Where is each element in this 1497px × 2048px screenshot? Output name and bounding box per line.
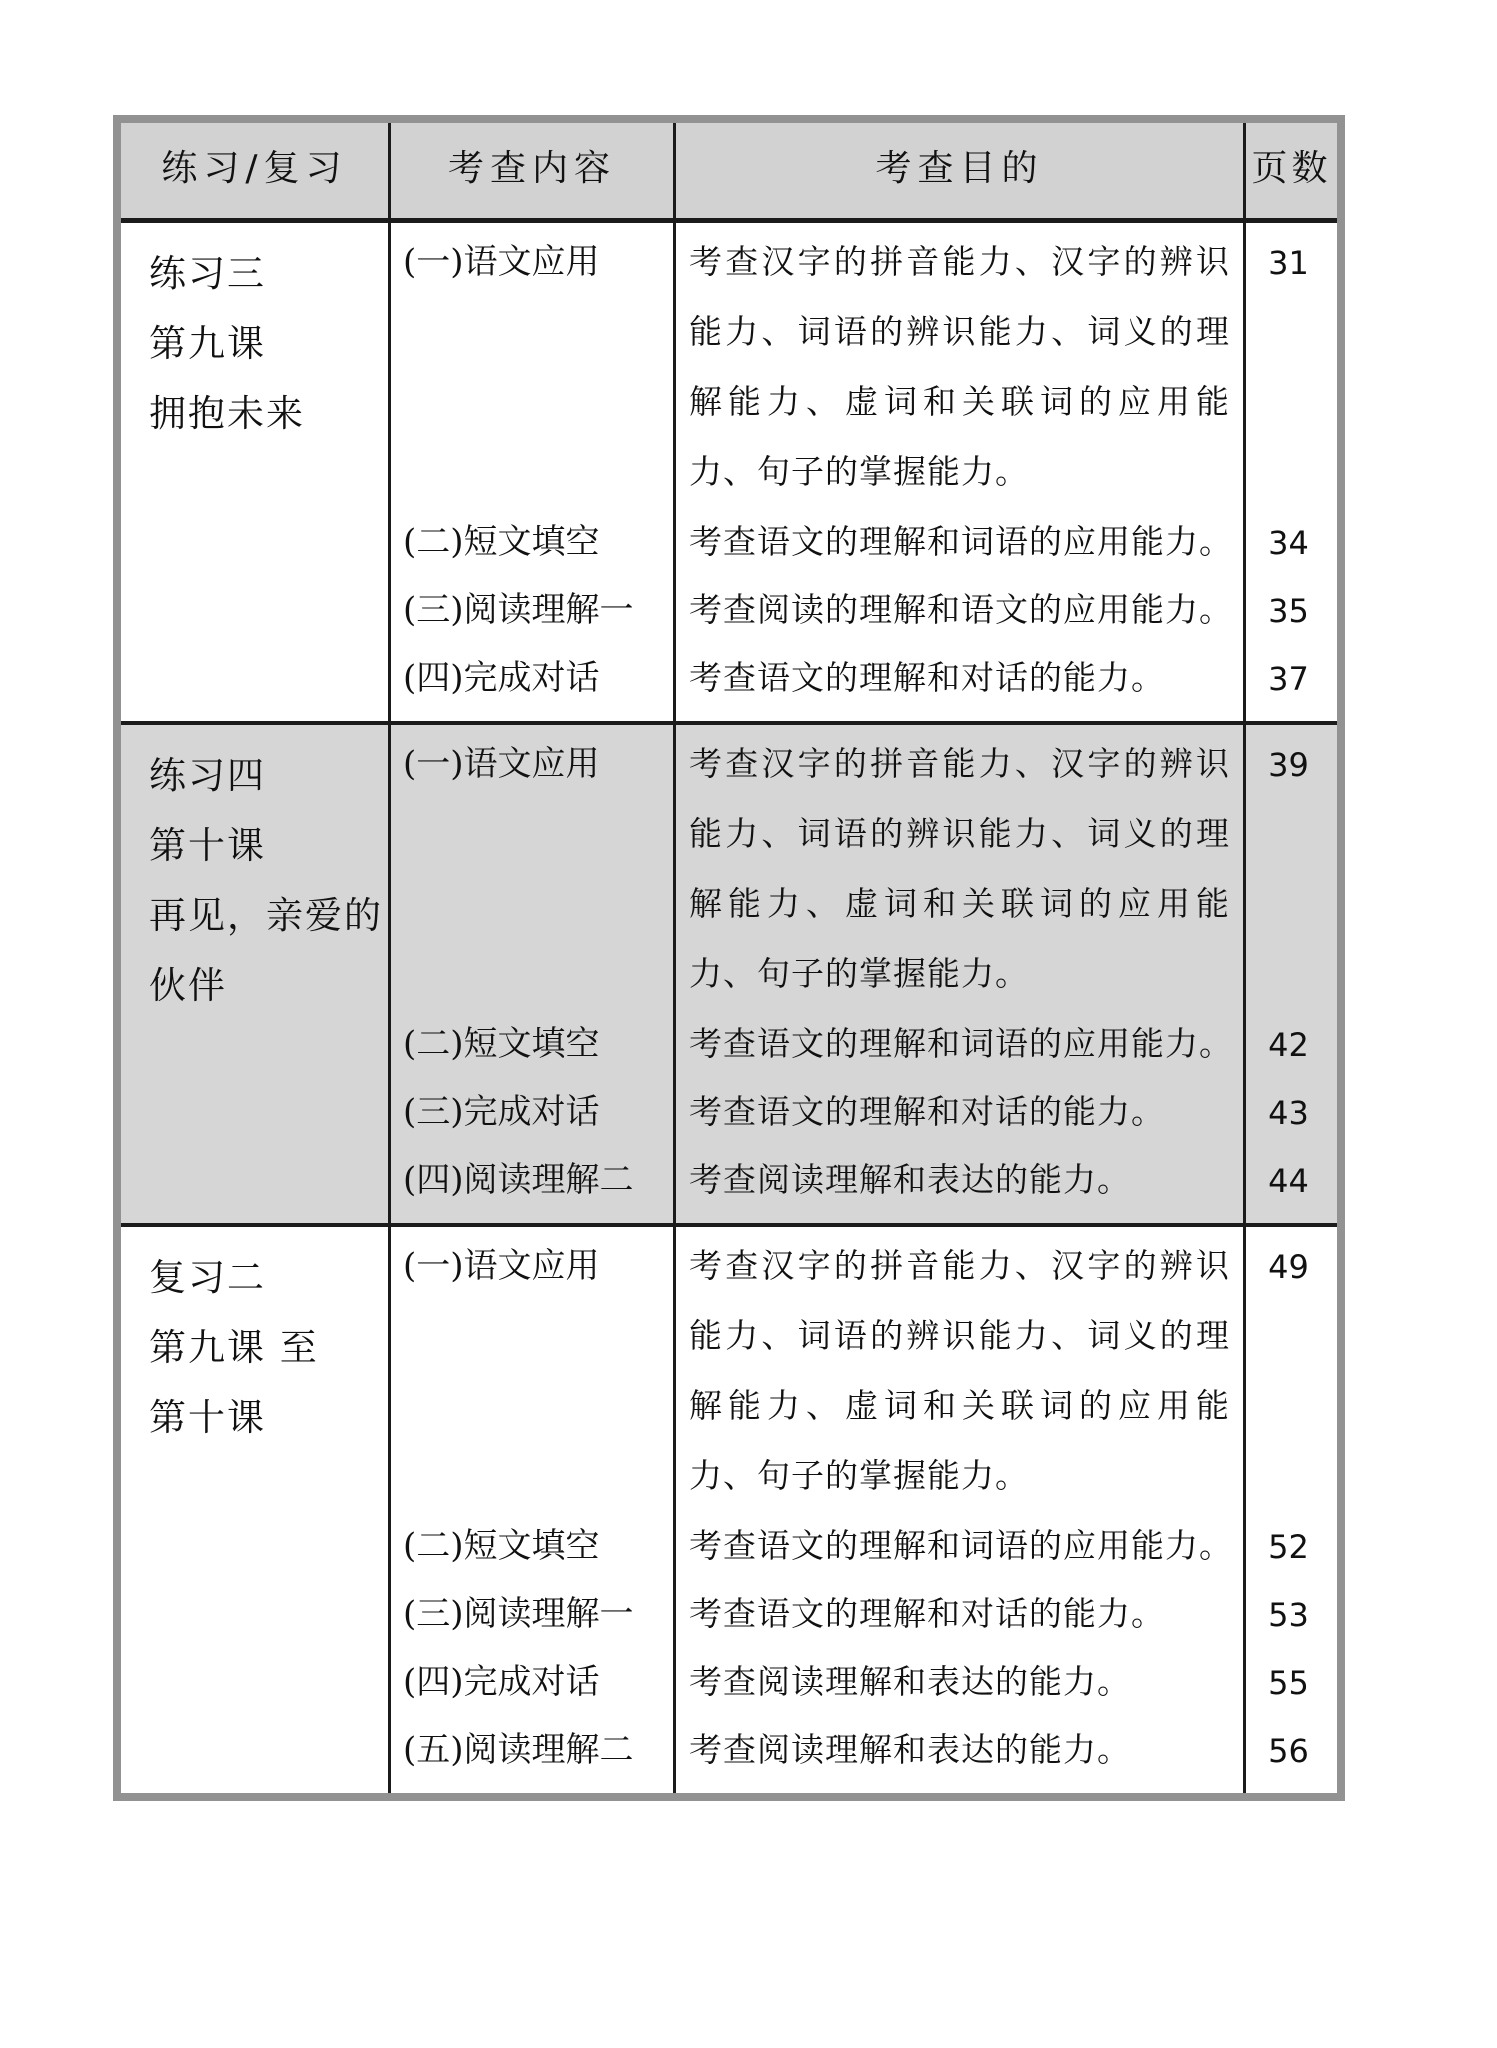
content-cell: (五)阅读理解二 xyxy=(403,1730,634,1770)
purpose-cell: 考查语文的理解和词语的应用能力。 xyxy=(689,1024,1233,1063)
page-number-cell: 37 xyxy=(1268,660,1309,698)
table-row xyxy=(391,1145,1337,1213)
group-title-line: 第十课 xyxy=(149,824,266,867)
table-row xyxy=(391,729,1337,1009)
content-cell: (二)短文填空 xyxy=(403,1024,600,1064)
header-cell-purpose: 考查目的 xyxy=(676,123,1246,218)
table-row xyxy=(391,643,1337,711)
page-number-cell: 49 xyxy=(1268,1248,1309,1286)
content-cell: (一)语文应用 xyxy=(403,242,600,282)
purpose-cell: 考查语文的理解和对话的能力。 xyxy=(689,1092,1165,1131)
table-row xyxy=(391,575,1337,643)
header-cell-content: 考查内容 xyxy=(391,123,676,218)
group-exercise-3 xyxy=(121,223,1337,721)
column-separator xyxy=(388,223,391,721)
table-row xyxy=(391,1009,1337,1077)
purpose-cell: 考查阅读理解和表达的能力。 xyxy=(689,1160,1131,1199)
page-number-cell: 35 xyxy=(1268,592,1309,630)
page-number-cell: 39 xyxy=(1268,746,1309,784)
column-separator xyxy=(388,1227,391,1793)
header-cell-exercise: 练习/复习 xyxy=(121,123,391,218)
group-title xyxy=(121,741,388,1021)
content-cell: (一)语文应用 xyxy=(403,744,600,784)
contents-table xyxy=(113,115,1345,1801)
page-number-cell: 42 xyxy=(1268,1026,1309,1064)
purpose-cell: 考查汉字的拼音能力、汉字的辨识能力、词语的辨识能力、词义的理解能力、虚词和关联词的应用能力、句子的掌握能力。 xyxy=(689,1246,1230,1495)
content-cell: (四)完成对话 xyxy=(403,658,600,698)
group-title-line: 伙伴 xyxy=(149,964,227,1007)
column-separator xyxy=(1243,725,1246,1223)
column-separator xyxy=(388,725,391,1223)
table-row xyxy=(391,507,1337,575)
table-row xyxy=(391,1511,1337,1579)
page-number-cell: 55 xyxy=(1268,1664,1309,1702)
column-separator xyxy=(1243,223,1246,721)
header-cell-page: 页数 xyxy=(1251,148,1332,189)
table-header-row xyxy=(121,123,1337,223)
content-cell: (三)阅读理解一 xyxy=(403,1594,634,1634)
table-row xyxy=(391,1077,1337,1145)
column-separator xyxy=(673,725,676,1223)
column-separator xyxy=(673,1227,676,1793)
purpose-cell: 考查阅读理解和表达的能力。 xyxy=(689,1662,1131,1701)
column-separator xyxy=(673,223,676,721)
group-title xyxy=(121,239,388,449)
content-cell: (四)阅读理解二 xyxy=(403,1160,634,1200)
page-number-cell: 44 xyxy=(1268,1162,1309,1200)
table-row xyxy=(391,1715,1337,1783)
purpose-cell: 考查语文的理解和词语的应用能力。 xyxy=(689,522,1233,561)
group-title-line: 第九课 至 xyxy=(149,1326,319,1369)
content-cell: (一)语文应用 xyxy=(403,1246,600,1286)
page-number-cell: 43 xyxy=(1268,1094,1309,1132)
page-number-cell: 53 xyxy=(1268,1596,1309,1634)
group-title-line: 复习二 xyxy=(149,1256,266,1299)
purpose-cell: 考查语文的理解和对话的能力。 xyxy=(689,658,1165,697)
purpose-cell: 考查语文的理解和词语的应用能力。 xyxy=(689,1526,1233,1565)
group-title-line: 第九课 xyxy=(149,322,266,365)
table-row xyxy=(391,1231,1337,1511)
group-review-2 xyxy=(121,1227,1337,1793)
content-cell: (四)完成对话 xyxy=(403,1662,600,1702)
table-row xyxy=(391,227,1337,507)
group-title-line: 第十课 xyxy=(149,1396,266,1439)
group-title xyxy=(121,1243,388,1453)
purpose-cell: 考查阅读的理解和语文的应用能力。 xyxy=(689,590,1233,629)
purpose-cell: 考查汉字的拼音能力、汉字的辨识能力、词语的辨识能力、词义的理解能力、虚词和关联词的应用能力、句子的掌握能力。 xyxy=(689,242,1230,491)
table-row xyxy=(391,1579,1337,1647)
table-row xyxy=(391,1647,1337,1715)
purpose-cell: 考查语文的理解和对话的能力。 xyxy=(689,1594,1165,1633)
group-title-line: 练习四 xyxy=(149,754,266,797)
group-title-line: 拥抱未来 xyxy=(149,392,305,435)
column-separator xyxy=(1243,1227,1246,1793)
group-exercise-4 xyxy=(121,725,1337,1223)
content-cell: (三)完成对话 xyxy=(403,1092,600,1132)
group-title-line: 再见，亲爱的 xyxy=(149,894,383,937)
content-cell: (二)短文填空 xyxy=(403,522,600,562)
content-cell: (二)短文填空 xyxy=(403,1526,600,1566)
page-number-cell: 56 xyxy=(1268,1732,1309,1770)
purpose-cell: 考查阅读理解和表达的能力。 xyxy=(689,1730,1131,1769)
page-number-cell: 52 xyxy=(1268,1528,1309,1566)
content-cell: (三)阅读理解一 xyxy=(403,590,634,630)
page-number-cell: 31 xyxy=(1268,244,1309,282)
page-number-cell: 34 xyxy=(1268,524,1309,562)
purpose-cell: 考查汉字的拼音能力、汉字的辨识能力、词语的辨识能力、词义的理解能力、虚词和关联词的应用能力、句子的掌握能力。 xyxy=(689,744,1230,993)
group-title-line: 练习三 xyxy=(149,252,266,295)
